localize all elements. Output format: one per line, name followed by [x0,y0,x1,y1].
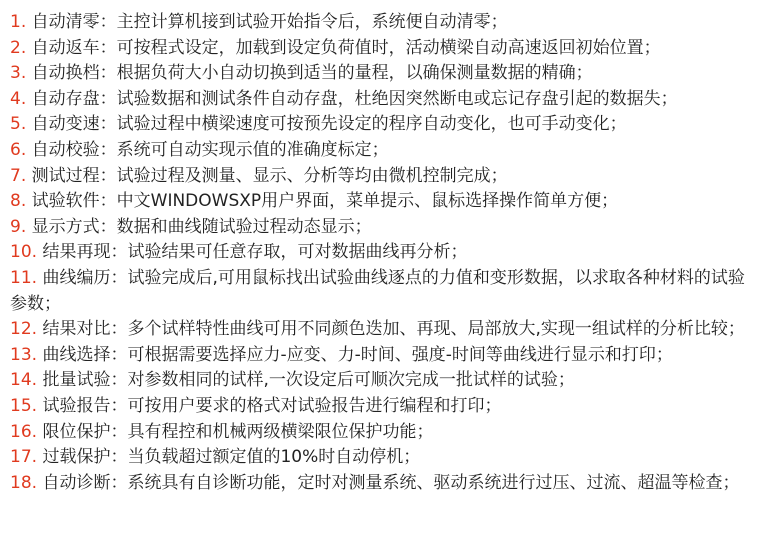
list-item [10,112,760,138]
item-text: ：中文WINDOWSXP用户界面，菜单提示、鼠标选择操作简单方便； [99,191,619,212]
item-number: 9. [10,216,27,237]
item-number: 16. [10,421,38,442]
item-number: 4. [10,88,27,109]
item-text: ：试验结果可任意存取，可对数据曲线再分析； [110,242,468,263]
item-text: ：根据负荷大小自动切换到适当的量程，以确保测量数据的精确； [99,63,593,84]
item-text: ：试验过程中横梁速度可按预先设定的程序自动变化，也可手动变化； [99,114,627,135]
list-item [10,343,760,369]
list-item [10,394,760,420]
list-item [10,36,760,62]
item-number: 2. [10,37,27,58]
list-item [10,164,760,190]
list-item [10,138,760,164]
item-term: 自动返车 [31,37,100,58]
item-number: 12. [10,319,38,340]
item-number: 11. [10,267,38,288]
list-item [10,471,760,497]
list-item [10,420,760,446]
item-number: 17. [10,447,38,468]
item-term: 自动校验 [31,139,100,160]
item-number: 18. [10,472,38,493]
list-item [10,240,760,266]
list-item [10,215,760,241]
item-term: 结果再现 [42,242,111,263]
list-item [10,445,760,471]
list-item [10,266,760,317]
list-item [10,368,760,394]
item-number: 10. [10,242,38,263]
item-text: ：系统具有自诊断功能，定时对测量系统、驱动系统进行过压、过流、超温等检查； [110,472,740,493]
item-text: ：多个试样特性曲线可用不同颜色迭加、再现、局部放大,实现一组试样的分析比较； [110,319,745,340]
item-term: 过载保护 [42,447,111,468]
list-item [10,87,760,113]
item-number: 15. [10,395,38,416]
item-number: 7. [10,165,27,186]
item-term: 自动诊断 [42,472,111,493]
list-item [10,189,760,215]
item-text: ：试验完成后,可用鼠标找出试验曲线逐点的力值和变形数据，以求取各种材料的试验参数； [10,267,745,314]
item-term: 曲线编历 [42,267,111,288]
item-text: ：当负载超过额定值的10%时自动停机； [110,447,421,468]
item-term: 自动存盘 [31,88,100,109]
item-text: ：试验数据和测试条件自动存盘，杜绝因突然断电或忘记存盘引起的数据失； [99,88,678,109]
list-item [10,61,760,87]
item-text: ：可根据需要选择应力-应变、力-时间、强度-时间等曲线进行显示和打印； [110,344,673,365]
item-term: 自动清零 [31,12,100,32]
item-text: ：数据和曲线随试验过程动态显示； [99,216,372,237]
item-text: ：具有程控和机械两级横梁限位保护功能； [110,421,434,442]
item-text: ：可按程式设定，加载到设定负荷值时，活动横梁自动高速返回初始位置； [99,37,661,58]
item-number: 5. [10,114,27,135]
list-item [10,317,760,343]
item-term: 试验报告 [42,395,111,416]
item-number: 6. [10,139,27,160]
item-term: 自动变速 [31,114,100,135]
item-term: 结果对比 [42,319,111,340]
item-text: ：可按用户要求的格式对试验报告进行编程和打印； [110,395,502,416]
list-item [10,10,760,36]
item-text: ：试验过程及测量、显示、分析等均由微机控制完成； [99,165,508,186]
item-text: ：系统可自动实现示值的准确度标定； [99,139,389,160]
item-number: 8. [10,191,27,212]
item-term: 批量试验 [42,370,111,391]
item-term: 测试过程 [31,165,100,186]
item-number: 14. [10,370,38,391]
item-term: 限位保护 [42,421,111,442]
item-term: 曲线选择 [42,344,111,365]
item-number: 1. [10,12,27,32]
item-text: ：对参数相同的试样,一次设定后可顺次完成一批试样的试验； [110,370,575,391]
item-term: 试验软件 [31,191,100,212]
item-number: 13. [10,344,38,365]
item-text: ：主控计算机接到试验开始指令后，系统便自动清零； [99,12,508,32]
item-term: 自动换档 [31,63,100,84]
item-number: 3. [10,63,27,84]
item-term: 显示方式 [31,216,100,237]
